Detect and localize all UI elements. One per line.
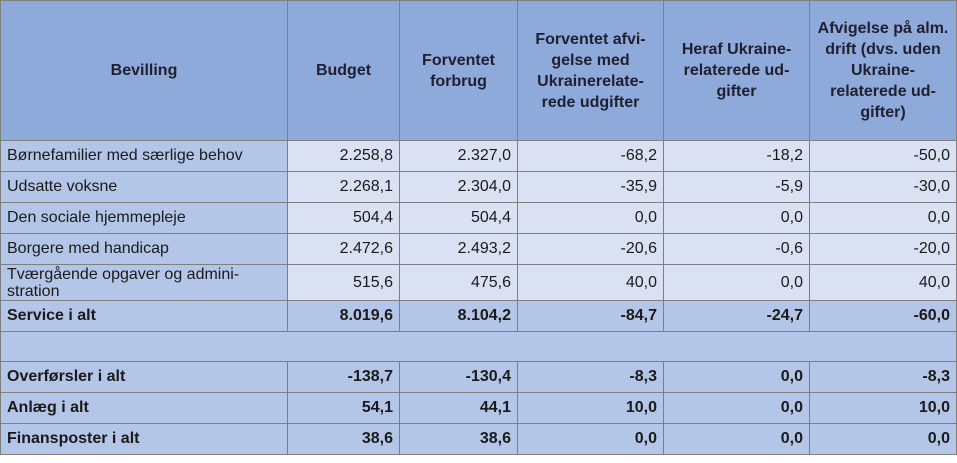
separator-cell [1, 332, 957, 362]
cell-forbrug: 44,1 [400, 393, 518, 424]
cell-afvigelse: -68,2 [518, 141, 664, 172]
cell-afvigelse: -84,7 [518, 301, 664, 332]
cell-alm-drift: -30,0 [810, 172, 957, 203]
row-label: Overførsler i alt [1, 362, 288, 393]
cell-afvigelse: -35,9 [518, 172, 664, 203]
row-label: Service i alt [1, 301, 288, 332]
cell-forbrug: 38,6 [400, 424, 518, 455]
cell-forbrug: 8.104,2 [400, 301, 518, 332]
service-total-row [1, 301, 957, 332]
cell-alm-drift: 0,0 [810, 424, 957, 455]
cell-alm-drift: -50,0 [810, 141, 957, 172]
row-label: Udsatte voksne [1, 172, 288, 203]
cell-alm-drift: 40,0 [810, 265, 957, 301]
row-label: Den sociale hjemmepleje [1, 203, 288, 234]
cell-budget: 54,1 [288, 393, 400, 424]
cell-forbrug: -130,4 [400, 362, 518, 393]
table-row [1, 141, 957, 172]
header-afvigelse-alm-drift: Afvigelse på alm. drift (dvs. uden Ukraine-relaterede ud-gifter) [810, 1, 957, 141]
cell-afvigelse: 0,0 [518, 203, 664, 234]
header-ukraine-udgifter: Heraf Ukraine-relaterede ud-gifter [664, 1, 810, 141]
cell-alm-drift: 0,0 [810, 203, 957, 234]
table-row [1, 172, 957, 203]
cell-afvigelse: -20,6 [518, 234, 664, 265]
cell-afvigelse: -8,3 [518, 362, 664, 393]
row-label: Tværgående opgaver og admini-stration [1, 265, 288, 301]
cell-budget: 38,6 [288, 424, 400, 455]
cell-ukraine: -18,2 [664, 141, 810, 172]
separator-row [1, 332, 957, 362]
header-bevilling: Bevilling [1, 1, 288, 141]
table-row [1, 203, 957, 234]
header-row [1, 1, 957, 141]
cell-alm-drift: -8,3 [810, 362, 957, 393]
cell-forbrug: 2.304,0 [400, 172, 518, 203]
row-label: Borgere med handicap [1, 234, 288, 265]
cell-budget: 2.268,1 [288, 172, 400, 203]
header-budget: Budget [288, 1, 400, 141]
table-row [1, 265, 957, 301]
cell-alm-drift: 10,0 [810, 393, 957, 424]
cell-ukraine: -0,6 [664, 234, 810, 265]
table-row [1, 234, 957, 265]
total-row [1, 362, 957, 393]
cell-forbrug: 2.493,2 [400, 234, 518, 265]
cell-budget: 2.258,8 [288, 141, 400, 172]
cell-forbrug: 2.327,0 [400, 141, 518, 172]
header-forventet-afvigelse: Forventet afvi-gelse med Ukrainerelate-rede udgifter [518, 1, 664, 141]
header-forventet-forbrug: Forventet forbrug [400, 1, 518, 141]
cell-budget: 2.472,6 [288, 234, 400, 265]
row-label: Børnefamilier med særlige behov [1, 141, 288, 172]
row-label: Finansposter i alt [1, 424, 288, 455]
cell-forbrug: 475,6 [400, 265, 518, 301]
cell-budget: 8.019,6 [288, 301, 400, 332]
row-label: Anlæg i alt [1, 393, 288, 424]
cell-ukraine: 0,0 [664, 424, 810, 455]
cell-budget: 504,4 [288, 203, 400, 234]
cell-afvigelse: 0,0 [518, 424, 664, 455]
cell-alm-drift: -20,0 [810, 234, 957, 265]
cell-budget: 515,6 [288, 265, 400, 301]
cell-ukraine: 0,0 [664, 393, 810, 424]
cell-ukraine: 0,0 [664, 203, 810, 234]
cell-afvigelse: 10,0 [518, 393, 664, 424]
cell-ukraine: -24,7 [664, 301, 810, 332]
total-row [1, 424, 957, 455]
cell-forbrug: 504,4 [400, 203, 518, 234]
cell-ukraine: -5,9 [664, 172, 810, 203]
total-row [1, 393, 957, 424]
cell-alm-drift: -60,0 [810, 301, 957, 332]
cell-ukraine: 0,0 [664, 362, 810, 393]
cell-budget: -138,7 [288, 362, 400, 393]
cell-ukraine: 0,0 [664, 265, 810, 301]
cell-afvigelse: 40,0 [518, 265, 664, 301]
